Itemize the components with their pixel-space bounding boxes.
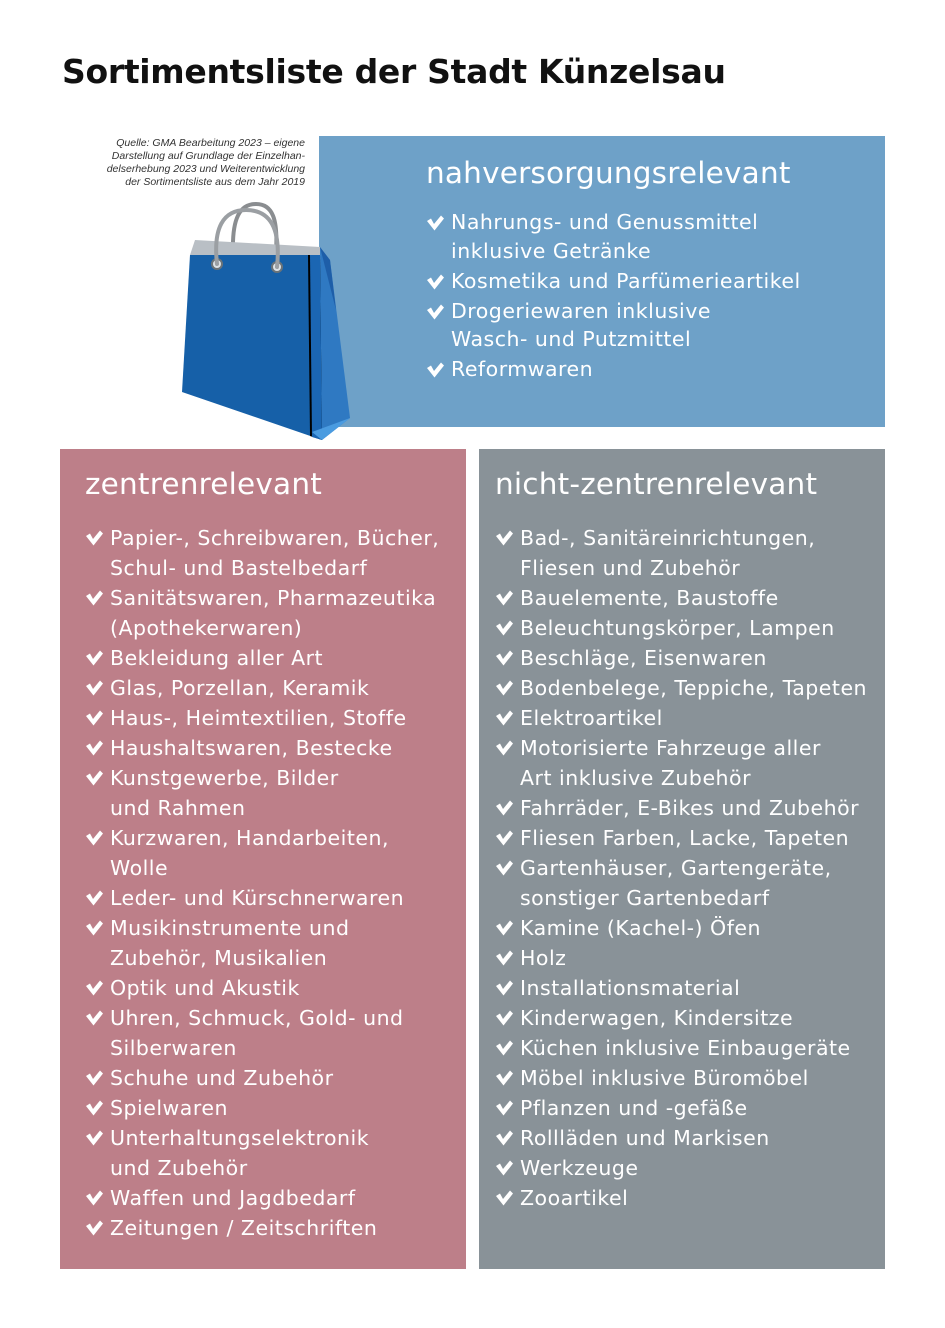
list-item-text: Rollläden und Markisen: [520, 1126, 770, 1150]
list-item: [495, 703, 885, 733]
checkmark-icon: [495, 620, 513, 636]
checkmark-icon: [495, 530, 513, 546]
checkmark-icon: [495, 1040, 513, 1056]
panel-nicht-zentrenrelevant: [479, 449, 885, 1269]
list-item-text: Uhren, Schmuck, Gold- und: [110, 1006, 404, 1030]
panel-zentrenrelevant: [60, 449, 466, 1269]
checkmark-icon: [85, 1070, 103, 1086]
list-item: [495, 583, 885, 613]
list-item-text: Bad-, Sanitäreinrichtungen,: [520, 526, 816, 550]
list-item: [85, 1183, 466, 1213]
checkmark-icon: [85, 1100, 103, 1116]
list-item: [85, 1123, 466, 1183]
checkmark-icon: [85, 1010, 103, 1026]
list-item: [85, 703, 466, 733]
list-item-text: Optik und Akustik: [110, 976, 300, 1000]
checkmark-icon: [495, 1100, 513, 1116]
list-item: [426, 297, 885, 354]
list-item: [85, 583, 466, 643]
shopping-bag-icon: [170, 200, 355, 445]
checkmark-icon: [85, 1190, 103, 1206]
checkmark-icon: [85, 530, 103, 546]
list-item-text: Drogeriewaren inklusive: [451, 298, 711, 323]
checkmark-icon: [495, 590, 513, 606]
list-item-text: Bauelemente, Baustoffe: [520, 586, 779, 610]
checkmark-icon: [495, 1130, 513, 1146]
source-line: Darstellung auf Grundlage der Einzelhan-: [111, 150, 305, 162]
list-item: [495, 523, 885, 583]
list-item-text: Unterhaltungselektronik: [110, 1126, 370, 1150]
checkmark-icon: [85, 980, 103, 996]
checkmark-icon: [85, 920, 103, 936]
list-item: [426, 267, 885, 296]
checkmark-icon: [426, 304, 444, 320]
list-item-text: Elektroartikel: [520, 706, 663, 730]
checkmark-icon: [426, 274, 444, 290]
checkmark-icon: [495, 950, 513, 966]
source-line: delserhebung 2023 und Weiterentwicklung: [106, 163, 305, 175]
list-item-text: Zooartikel: [520, 1186, 629, 1210]
list-item-text: Pflanzen und -gefäße: [520, 1096, 748, 1120]
checkmark-icon: [495, 830, 513, 846]
list-item: [85, 763, 466, 823]
list-item: [85, 1093, 466, 1123]
list-item: [85, 823, 466, 883]
checkmark-icon: [495, 980, 513, 996]
list-item-text: Haus-, Heimtextilien, Stoffe: [110, 706, 407, 730]
checkmark-icon: [495, 650, 513, 666]
list-item-text: Silberwaren: [110, 1036, 237, 1060]
list-item-text: Kunstgewerbe, Bilder: [110, 766, 339, 790]
source-line: Quelle: GMA Bearbeitung 2023 – eigene: [116, 137, 305, 149]
item-list: [495, 523, 885, 1213]
checkmark-icon: [495, 1010, 513, 1026]
checkmark-icon: [495, 920, 513, 936]
list-item: [426, 355, 885, 384]
list-item-text: Fliesen Farben, Lacke, Tapeten: [520, 826, 850, 850]
list-item: [495, 733, 885, 793]
list-item-text: Schuhe und Zubehör: [110, 1066, 334, 1090]
list-item: [85, 1063, 466, 1093]
list-item: [495, 1093, 885, 1123]
list-item-text: inklusive Getränke: [451, 238, 652, 263]
checkmark-icon: [85, 680, 103, 696]
list-item: [495, 643, 885, 673]
list-item-text: Kosmetika und Parfümerieartikel: [451, 268, 801, 293]
list-item: [85, 913, 466, 973]
list-item: [85, 523, 466, 583]
list-item-text: Gartenhäuser, Gartengeräte,: [520, 856, 832, 880]
list-item-text: Zeitungen / Zeitschriften: [110, 1216, 378, 1240]
checkmark-icon: [85, 590, 103, 606]
list-item: [85, 1213, 466, 1243]
source-note: [60, 137, 305, 189]
panel-nahversorgungsrelevant: [319, 136, 885, 427]
list-item-text: Holz: [520, 946, 567, 970]
list-item-text: Werkzeuge: [520, 1156, 639, 1180]
source-line: der Sortimentsliste aus dem Jahr 2019: [125, 176, 305, 188]
list-item-text: Zubehör, Musikalien: [110, 946, 328, 970]
list-item-text: Kamine (Kachel-) Öfen: [520, 916, 762, 940]
panel-heading: zentrenrelevant: [85, 467, 322, 501]
list-item: [495, 913, 885, 943]
list-item-text: Kurzwaren, Handarbeiten,: [110, 826, 390, 850]
list-item-text: Nahrungs- und Genussmittel: [451, 210, 759, 234]
checkmark-icon: [85, 770, 103, 786]
list-item-text: Art inklusive Zubehör: [520, 766, 752, 790]
list-item: [426, 208, 885, 265]
list-item: [495, 1033, 885, 1063]
list-item-text: Glas, Porzellan, Keramik: [110, 676, 370, 700]
list-item-text: und Zubehör: [110, 1156, 248, 1180]
list-item: [495, 613, 885, 643]
list-item: [85, 643, 466, 673]
item-list: [426, 208, 885, 384]
list-item: [495, 823, 885, 853]
list-item: [495, 853, 885, 913]
list-item: [495, 1183, 885, 1213]
checkmark-icon: [495, 1070, 513, 1086]
list-item: [495, 793, 885, 823]
page-title: Sortimentsliste der Stadt Künzelsau: [62, 52, 726, 91]
list-item: [85, 973, 466, 1003]
list-item-text: Haushaltswaren, Bestecke: [110, 736, 393, 760]
list-item-text: Beleuchtungskörper, Lampen: [520, 616, 835, 640]
list-item-text: Sanitätswaren, Pharmazeutika: [110, 586, 437, 610]
list-item-text: Spielwaren: [110, 1096, 228, 1120]
checkmark-icon: [495, 680, 513, 696]
list-item-text: Installationsmaterial: [520, 976, 741, 1000]
list-item-text: Musikinstrumente und: [110, 916, 350, 940]
checkmark-icon: [426, 215, 444, 231]
checkmark-icon: [495, 710, 513, 726]
checkmark-icon: [426, 362, 444, 378]
list-item: [85, 733, 466, 763]
list-item-text: sonstiger Gartenbedarf: [520, 886, 770, 910]
checkmark-icon: [85, 710, 103, 726]
panel-heading: nahversorgungsrelevant: [426, 156, 791, 190]
list-item-text: Bodenbelege, Teppiche, Tapeten: [520, 676, 868, 700]
list-item: [495, 673, 885, 703]
checkmark-icon: [85, 890, 103, 906]
item-list: [85, 523, 466, 1243]
list-item-text: Fliesen und Zubehör: [520, 556, 741, 580]
checkmark-icon: [85, 830, 103, 846]
checkmark-icon: [85, 1130, 103, 1146]
list-item: [495, 943, 885, 973]
list-item: [85, 673, 466, 703]
list-item: [495, 1063, 885, 1093]
list-item-text: Beschläge, Eisenwaren: [520, 646, 767, 670]
checkmark-icon: [495, 1160, 513, 1176]
list-item: [495, 1003, 885, 1033]
list-item: [495, 1123, 885, 1153]
checkmark-icon: [495, 800, 513, 816]
list-item-text: Wolle: [110, 856, 169, 880]
list-item-text: (Apothekerwaren): [110, 616, 303, 640]
checkmark-icon: [85, 1220, 103, 1236]
checkmark-icon: [495, 860, 513, 876]
list-item-text: Bekleidung aller Art: [110, 646, 324, 670]
list-item: [85, 1003, 466, 1063]
list-item-text: Kinderwagen, Kindersitze: [520, 1006, 794, 1030]
list-item-text: Fahrräder, E-Bikes und Zubehör: [520, 796, 860, 820]
checkmark-icon: [85, 650, 103, 666]
panel-heading: nicht-zentrenrelevant: [495, 467, 818, 501]
list-item: [495, 973, 885, 1003]
list-item-text: Möbel inklusive Büromöbel: [520, 1066, 809, 1090]
checkmark-icon: [85, 740, 103, 756]
list-item-text: und Rahmen: [110, 796, 246, 820]
list-item-text: Schul- und Bastelbedarf: [110, 556, 368, 580]
list-item-text: Waffen und Jagdbedarf: [110, 1186, 356, 1210]
list-item-text: Küchen inklusive Einbaugeräte: [520, 1036, 851, 1060]
list-item-text: Motorisierte Fahrzeuge aller: [520, 736, 821, 760]
checkmark-icon: [495, 740, 513, 756]
list-item: [495, 1153, 885, 1183]
list-item-text: Reformwaren: [451, 357, 594, 381]
checkmark-icon: [495, 1190, 513, 1206]
list-item-text: Wasch- und Putzmittel: [451, 327, 692, 351]
list-item-text: Papier-, Schreibwaren, Bücher,: [110, 526, 440, 550]
list-item: [85, 883, 466, 913]
list-item-text: Leder- und Kürschnerwaren: [110, 886, 405, 910]
